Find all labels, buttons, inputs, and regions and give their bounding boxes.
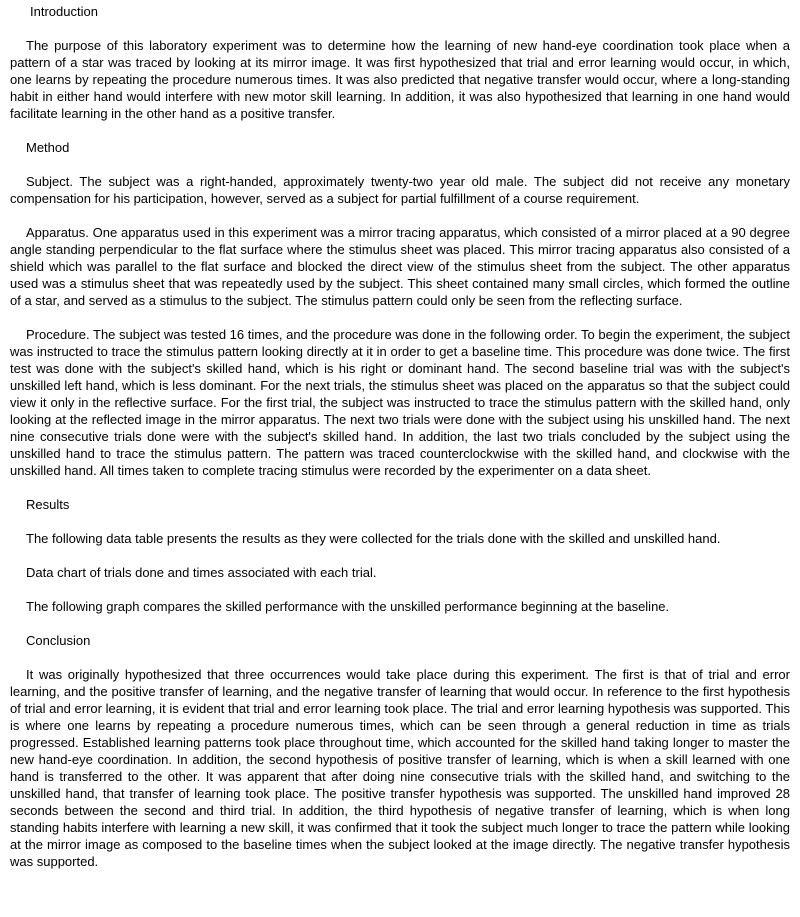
- method-heading: Method: [26, 140, 70, 155]
- results-data-chart-caption: Data chart of trials done and times associated with each trial.: [26, 565, 377, 580]
- introduction-paragraph: The purpose of this laboratory experiment was to determine how the learning of new hand-eye coordination took place when a pattern of a star was traced by looking at its mirror image. It was first hypothesized that trial and error learning would occur, in which, one learns by repeating the procedure numerous times. It was also predicted that negative transfer would occur, where a long-standing habit in either hand would interfere with new motor skill learning. In addition, it was also hypothesized that learning in one hand would facilitate learning in the other hand as a positive transfer.: [10, 38, 790, 121]
- spacer: [10, 547, 790, 564]
- conclusion-heading: Conclusion: [26, 633, 91, 648]
- spacer: [10, 20, 790, 37]
- spacer: [10, 581, 790, 598]
- spacer: [10, 207, 790, 224]
- method-apparatus-paragraph: Apparatus. One apparatus used in this experiment was a mirror tracing apparatus, which consisted of a mirror placed at a 90 degree angle standing perpendicular to the flat surface where the stimulus sheet was placed. This mirror tracing apparatus also consisted of a shield which was parallel to the flat surface and blocked the direct view of the stimulus sheet from the subject. The other apparatus used was a stimulus sheet that was repeatedly used by the subject. This sheet contained many small circles, which formed the outline of a star, and served as a stimulus to the subject. The stimulus pattern could only be seen from the reflecting surface.: [10, 225, 790, 308]
- document-page: [10, 3, 790, 870]
- spacer: [10, 649, 790, 666]
- spacer: [10, 122, 790, 139]
- introduction-heading: Introduction: [30, 4, 98, 19]
- method-subject-paragraph: Subject. The subject was a right-handed, approximately twenty-two year old male. The subject did not receive any monetary compensation for his participation, however, served as a subject for partial fulfillment of a course requirement.: [10, 174, 790, 206]
- spacer: [10, 156, 790, 173]
- method-procedure-paragraph: Procedure. The subject was tested 16 times, and the procedure was done in the following order. To begin the experiment, the subject was instructed to trace the stimulus pattern looking directly at it in order to get a baseline time. This procedure was done twice. The first test was done with the subject's skilled hand, which is his right or dominant hand. The second baseline trial was with the subject's unskilled left hand, which is less dominant. For the next trials, the stimulus sheet was placed on the apparatus so that the subject could view it only in the reflective surface. For the first trial, the subject was instructed to trace the stimulus pattern with the skilled hand, only looking at the reflected image in the mirror apparatus. The next two trials were done with the subject using his unskilled hand. The next nine consecutive trials done were with the subject's skilled hand. In addition, the last two trials concluded by the subject using the unskilled hand to trace the stimulus pattern. The pattern was traced counterclockwise with the skilled hand, and clockwise with the unskilled hand. All times taken to complete tracing stimulus were recorded by the experimenter on a data sheet.: [10, 327, 790, 478]
- results-heading: Results: [26, 497, 70, 512]
- spacer: [10, 309, 790, 326]
- spacer: [10, 615, 790, 632]
- results-table-intro: The following data table presents the results as they were collected for the trials done with the skilled and unskilled hand.: [26, 531, 721, 546]
- results-graph-intro: The following graph compares the skilled performance with the unskilled performance beginning at the baseline.: [26, 599, 670, 614]
- conclusion-paragraph: It was originally hypothesized that three occurrences would take place during this experiment. The first is that of trial and error learning, and the positive transfer of learning, and the negative transfer of learning that would occur. In reference to the first hypothesis of trial and error learning, it is evident that trial and error learning took place. The trial and error learning hypothesis was supported. This is where one learns by repeating a procedure numerous times, which can be seen through a general reduction in time as trials progressed. Established learning patterns took place throughout time, which accounted for the skilled hand taking longer to master the new hand-eye coordination. In addition, the second hypothesis of positive transfer of learning, which is when a skill learned with one hand is transferred to the other. It was apparent that after doing nine consecutive trials with the skilled hand, and switching to the unskilled hand, that transfer of learning took place. The positive transfer hypothesis was supported. The unskilled hand improved 28 seconds between the second and third trial. In addition, the third hypothesis of negative transfer of learning, which is when long standing habits interfere with learning a new skill, it was confirmed that it took the subject much longer to trace the pattern while looking at the mirror image as composed to the baseline times when the subject looked at the image directly. The negative transfer hypothesis was supported.: [10, 667, 790, 869]
- spacer: [10, 513, 790, 530]
- spacer: [10, 479, 790, 496]
